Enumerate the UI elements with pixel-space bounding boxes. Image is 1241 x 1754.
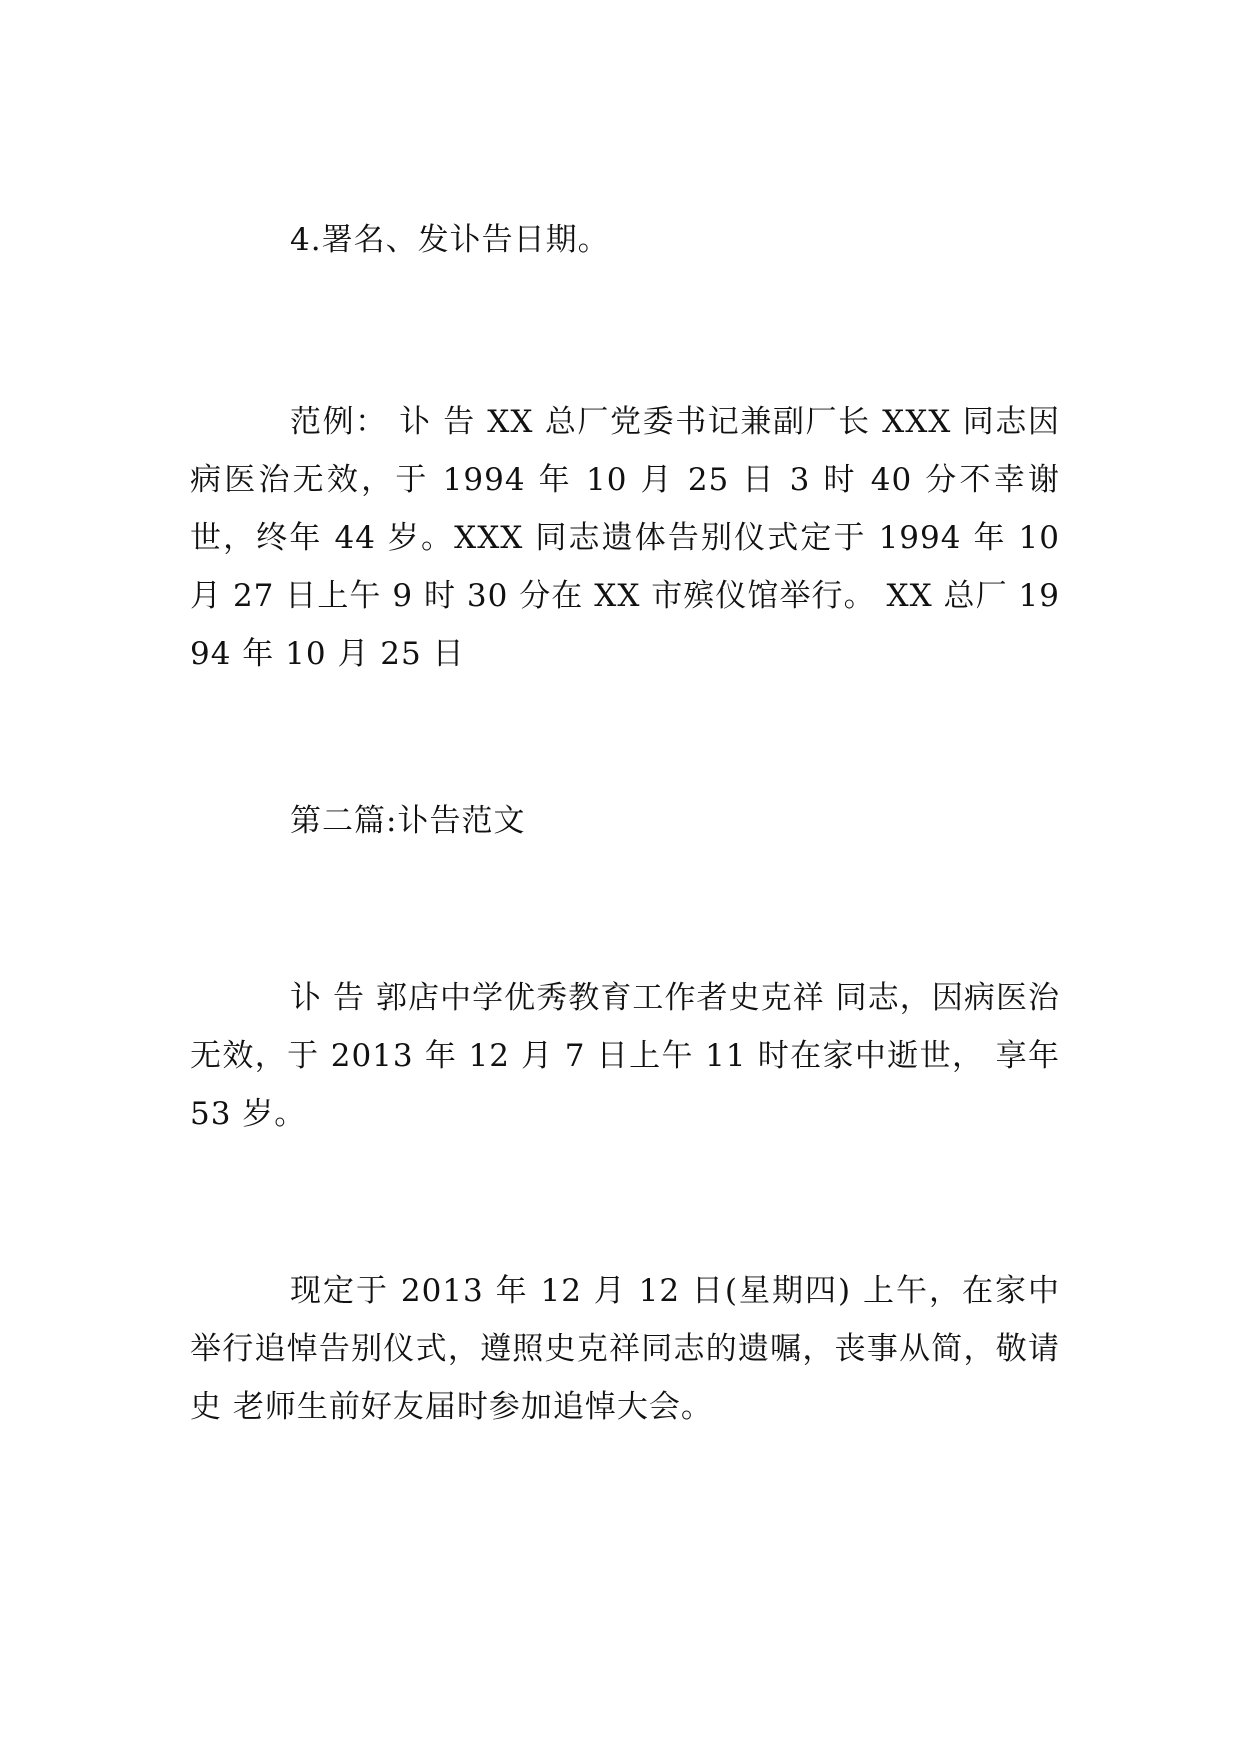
- paragraph-signature-date: 4.署名、发讣告日期。: [290, 222, 610, 258]
- paragraph-memorial-arrangement: 现定于 2013 年 12 月 12 日(星期四) 上午，在家中举行追悼告别仪式，遵照史克祥同志的遗嘱，丧事从简，敬请史 老师生前好友届时参加追悼大会。: [190, 1273, 1060, 1425]
- paragraph-obituary-notice: 讣 告 郭店中学优秀教育工作者史克祥 同志，因病医治无效，于 2013 年 12 月 7 日上午 11 时在家中逝世， 享年 53 岁。: [190, 980, 1060, 1132]
- paragraph-example-obituary: 范例： 讣 告 XX 总厂党委书记兼副厂长 XXX 同志因病医治无效，于 1994 年 10 月 25 日 3 时 40 分不幸谢世，终年 44 岁。XXX 同志遗体告别仪式定于 1994 年 10 月 27 日上午 9 时 30 分在 XX 市殡仪馆举行。 XX 总厂 1994 年 10 月 25 日: [190, 404, 1060, 672]
- section-heading: 第二篇:讣告范文: [290, 803, 526, 839]
